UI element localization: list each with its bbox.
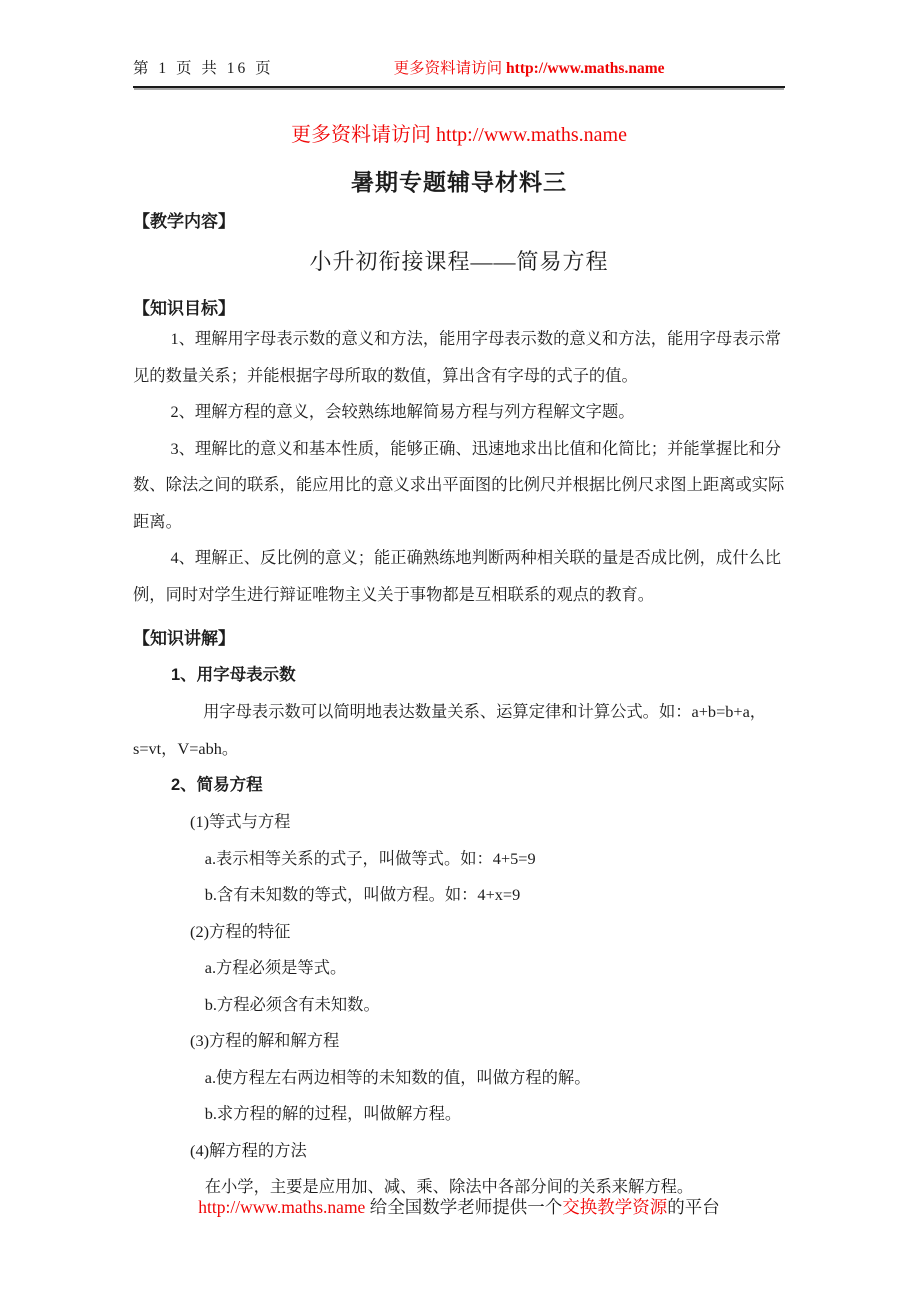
point-label-1: (1)等式与方程 [190,812,291,831]
header-promo-text: 更多资料请访问 [393,60,503,77]
promo-line [133,118,785,147]
page-number-info: 第 1 页 共 16 页 [133,60,274,77]
subpoint-3a: a.使方程左右两边相等的未知数的值，叫做方程的解。 [204,1067,591,1087]
subpoint-1b: b.含有未知数的等式，叫做方程。如：4+x=9 [204,885,521,904]
goal-paragraph-4: 4、理解正、反比例的意义；能正确熟练地判断两种相关联的量是否成比例，成什么比例，同时对学生进行辩证唯物主义关于事物都是互相联系的观点的教育。 [133,548,782,604]
document-title: 暑期专题辅导材料三 [351,169,567,195]
promo-line-text: 更多资料请访问 [291,124,432,146]
section-knowledge-goals: 【知识目标】 [133,299,235,318]
section-knowledge-explanation: 【知识讲解】 [133,629,235,648]
point-label-4: (4)解方程的方法 [190,1140,307,1160]
section-teaching-content: 【教学内容】 [133,212,235,231]
footer-text-end: 的平台 [667,1197,720,1217]
method-paragraph: 在小学，主要是应用加、减、乘、除法中各部分间的关系来解方程。 [204,1177,694,1196]
header-promo [394,56,665,78]
point-label-2: (2)方程的特征 [190,921,291,941]
item-heading-equations: 2、简易方程 [170,776,263,794]
page-header [133,56,785,88]
goal-paragraph-1: 1、理解用字母表示数的意义和方法，能用字母表示数的意义和方法，能用字母表示常见的数量关系；并能根据字母所取的数值，算出含有字母的式子的值。 [133,329,782,385]
footer-link[interactable]: http://www.maths.name [198,1197,366,1217]
footer-text-mid: 给全国数学老师提供一个 [365,1197,563,1217]
goal-paragraph-2: 2、理解方程的意义，会较熟练地解简易方程与列方程解文字题。 [170,402,635,421]
subpoint-2b: b.方程必须含有未知数。 [204,994,380,1014]
footer-highlight: 交换教学资源 [562,1197,668,1217]
document-subtitle: 小升初衔接课程——简易方程 [309,249,609,274]
item-body-letters: 用字母表示数可以简明地表达数量关系、运算定律和计算公式。如：a+b=b+a，s=vt，V=abh。 [133,702,767,758]
subpoint-3b: b.求方程的解的过程，叫做解方程。 [204,1104,462,1123]
subpoint-2a: a.方程必须是等式。 [204,958,347,977]
subpoint-1a: a.表示相等关系的式子，叫做等式。如：4+5=9 [204,848,536,868]
page-footer [133,1194,785,1219]
point-label-3: (3)方程的解和解方程 [190,1031,340,1050]
goal-paragraph-3: 3、理解比的意义和基本性质，能够正确、迅速地求出比值和化简比；并能掌握比和分数、除法之间的联系，能应用比的意义求出平面图的比例尺并根据比例尺求图上距离或实际距离。 [133,438,785,531]
promo-line-link[interactable]: http://www.maths.name [436,124,627,146]
header-promo-link[interactable]: http://www.maths.name [506,60,665,77]
item-heading-letters: 1、用字母表示数 [170,666,296,684]
